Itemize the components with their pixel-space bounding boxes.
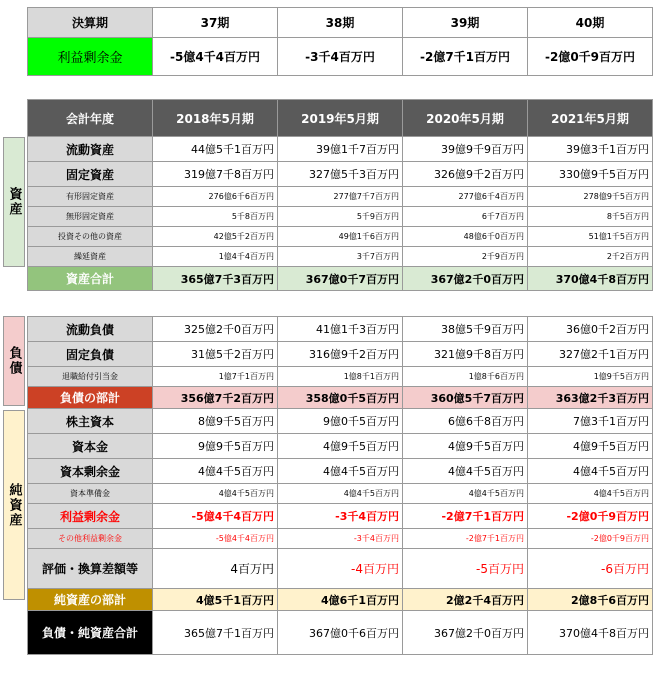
row-value: -3千4百万円 <box>278 504 403 529</box>
row-label: 資本金 <box>28 434 153 459</box>
row-value: 327億5千3百万円 <box>278 162 403 187</box>
row-value: 5千9百万円 <box>278 207 403 227</box>
row-value: 6億6千8百万円 <box>403 409 528 434</box>
assets-total-row <box>28 267 653 291</box>
retained-earnings-label: 利益剰余金 <box>28 38 153 76</box>
row-label: 資本準備金 <box>28 484 153 504</box>
retained-earnings-row <box>28 38 653 76</box>
retained-earnings-38: -3千4百万円 <box>278 38 403 76</box>
retained-earnings-37: -5億4千4百万円 <box>153 38 278 76</box>
equity-band-text: 純資産 <box>6 482 22 528</box>
row-value: 4億9千5百万円 <box>528 434 653 459</box>
row-value: 1億8千1百万円 <box>278 367 403 387</box>
row-label: 流動資産 <box>28 137 153 162</box>
row-value: 277億6千4百万円 <box>403 187 528 207</box>
fiscal-year-header-row <box>28 100 653 137</box>
row-value: 8億9千5百万円 <box>153 409 278 434</box>
liabilities-total-2018: 356億7千2百万円 <box>153 387 278 409</box>
row-value: 51億1千5百万円 <box>528 227 653 247</box>
assets-total-2021: 370億4千8百万円 <box>528 267 653 291</box>
fiscal-year-label: 会計年度 <box>28 100 153 137</box>
row-value: 4億4千5百万円 <box>403 484 528 504</box>
assets-band <box>3 137 25 267</box>
grand-total-2020: 367億2千0百万円 <box>403 611 528 655</box>
row-value: 327億2千1百万円 <box>528 342 653 367</box>
row-value: 9億9千5百万円 <box>153 434 278 459</box>
grand-total-2019: 367億0千6百万円 <box>278 611 403 655</box>
period-header-row <box>28 8 653 38</box>
row-value: 1億9千5百万円 <box>528 367 653 387</box>
grand-total-2021: 370億4千8百万円 <box>528 611 653 655</box>
row-value: 4億4千5百万円 <box>528 484 653 504</box>
table-row <box>28 137 653 162</box>
row-value: 2千2百万円 <box>528 247 653 267</box>
table-row <box>28 409 653 434</box>
row-label: 退職給付引当金 <box>28 367 153 387</box>
table-row <box>28 162 653 187</box>
period-summary-table <box>27 7 653 76</box>
assets-total-2020: 367億2千0百万円 <box>403 267 528 291</box>
table-row <box>28 207 653 227</box>
table-row <box>28 342 653 367</box>
row-value: -2億0千9百万円 <box>528 529 653 549</box>
table-row <box>28 504 653 529</box>
row-value: 325億2千0百万円 <box>153 317 278 342</box>
row-value: 2千9百万円 <box>403 247 528 267</box>
assets-table <box>27 99 653 291</box>
grand-total-2018: 365億7千1百万円 <box>153 611 278 655</box>
row-value: 278億9千5百万円 <box>528 187 653 207</box>
row-label: 評価・換算差額等 <box>28 549 153 589</box>
assets-total-label: 資産合計 <box>28 267 153 291</box>
equity-total-2020: 2億2千4百万円 <box>403 589 528 611</box>
year-2020: 2020年5月期 <box>403 100 528 137</box>
row-value: -2億7千1百万円 <box>403 529 528 549</box>
row-label: その他利益剰余金 <box>28 529 153 549</box>
equity-total-2021: 2億8千6百万円 <box>528 589 653 611</box>
assets-total-2019: 367億0千7百万円 <box>278 267 403 291</box>
row-label: 利益剰余金 <box>28 504 153 529</box>
year-2018: 2018年5月期 <box>153 100 278 137</box>
row-value: 6千7百万円 <box>403 207 528 227</box>
row-value: -3千4百万円 <box>278 529 403 549</box>
equity-total-label: 純資産の部計 <box>28 589 153 611</box>
assets-band-text: 資産 <box>6 187 22 217</box>
table-row <box>28 187 653 207</box>
liabilities-total-2020: 360億5千7百万円 <box>403 387 528 409</box>
row-value: 4億9千5百万円 <box>403 434 528 459</box>
table-row <box>28 434 653 459</box>
row-value: 330億9千5百万円 <box>528 162 653 187</box>
row-value: 1億7千1百万円 <box>153 367 278 387</box>
table-row <box>28 367 653 387</box>
row-value: -5億4千4百万円 <box>153 529 278 549</box>
equity-total-2019: 4億6千1百万円 <box>278 589 403 611</box>
row-value: -5億4千4百万円 <box>153 504 278 529</box>
row-value: 4億4千5百万円 <box>153 459 278 484</box>
row-value: 5千8百万円 <box>153 207 278 227</box>
grand-total-row <box>28 611 653 655</box>
liabilities-total-2019: 358億0千5百万円 <box>278 387 403 409</box>
row-value: 36億0千2百万円 <box>528 317 653 342</box>
row-label: 無形固定資産 <box>28 207 153 227</box>
row-value: 4億9千5百万円 <box>278 434 403 459</box>
liabilities-total-2021: 363億2千3百万円 <box>528 387 653 409</box>
liabilities-total-row <box>28 387 653 409</box>
table-row <box>28 529 653 549</box>
retained-earnings-39: -2億7千1百万円 <box>403 38 528 76</box>
row-value: 321億9千8百万円 <box>403 342 528 367</box>
row-value: 8千5百万円 <box>528 207 653 227</box>
row-value: 48億6千0百万円 <box>403 227 528 247</box>
period-39: 39期 <box>403 8 528 38</box>
year-2019: 2019年5月期 <box>278 100 403 137</box>
table-row <box>28 549 653 589</box>
row-value: 41億1千3百万円 <box>278 317 403 342</box>
row-label: 繰延資産 <box>28 247 153 267</box>
row-label: 投資その他の資産 <box>28 227 153 247</box>
row-value: 326億9千2百万円 <box>403 162 528 187</box>
equity-total-row <box>28 589 653 611</box>
liabilities-band <box>3 316 25 406</box>
row-value: 4億4千5百万円 <box>403 459 528 484</box>
row-value: 4億4千5百万円 <box>278 459 403 484</box>
row-label: 有形固定資産 <box>28 187 153 207</box>
row-value: 4億4千5百万円 <box>278 484 403 504</box>
row-value: -2億7千1百万円 <box>403 504 528 529</box>
table-row <box>28 484 653 504</box>
grand-total-label: 負債・純資産合計 <box>28 611 153 655</box>
table-row <box>28 247 653 267</box>
row-value: 31億5千2百万円 <box>153 342 278 367</box>
row-value: -5百万円 <box>403 549 528 589</box>
period-37: 37期 <box>153 8 278 38</box>
row-value: 39億3千1百万円 <box>528 137 653 162</box>
period-label: 決算期 <box>28 8 153 38</box>
row-label: 流動負債 <box>28 317 153 342</box>
equity-total-2018: 4億5千1百万円 <box>153 589 278 611</box>
row-label: 株主資本 <box>28 409 153 434</box>
row-value: 4億4千5百万円 <box>528 459 653 484</box>
table-row <box>28 459 653 484</box>
row-label: 固定負債 <box>28 342 153 367</box>
liabilities-band-text: 負債 <box>6 346 22 376</box>
row-label: 資本剰余金 <box>28 459 153 484</box>
row-value: -6百万円 <box>528 549 653 589</box>
row-value: 277億7千7百万円 <box>278 187 403 207</box>
row-value: 4億4千5百万円 <box>153 484 278 504</box>
row-value: 38億5千9百万円 <box>403 317 528 342</box>
retained-earnings-40: -2億0千9百万円 <box>528 38 653 76</box>
row-value: 44億5千1百万円 <box>153 137 278 162</box>
table-row <box>28 227 653 247</box>
row-value: 49億1千6百万円 <box>278 227 403 247</box>
row-value: 319億7千8百万円 <box>153 162 278 187</box>
equity-band <box>3 410 25 600</box>
period-38: 38期 <box>278 8 403 38</box>
row-value: 7億3千1百万円 <box>528 409 653 434</box>
row-value: 39億1千7百万円 <box>278 137 403 162</box>
liabilities-total-label: 負債の部計 <box>28 387 153 409</box>
liabilities-equity-table <box>27 316 653 655</box>
period-40: 40期 <box>528 8 653 38</box>
row-value: 42億5千2百万円 <box>153 227 278 247</box>
row-value: 276億6千6百万円 <box>153 187 278 207</box>
row-label: 固定資産 <box>28 162 153 187</box>
year-2021: 2021年5月期 <box>528 100 653 137</box>
table-row <box>28 317 653 342</box>
row-value: 1億8千6百万円 <box>403 367 528 387</box>
row-value: -4百万円 <box>278 549 403 589</box>
row-value: 4百万円 <box>153 549 278 589</box>
row-value: 316億9千2百万円 <box>278 342 403 367</box>
row-value: 9億0千5百万円 <box>278 409 403 434</box>
row-value: -2億0千9百万円 <box>528 504 653 529</box>
row-value: 3千7百万円 <box>278 247 403 267</box>
row-value: 1億4千4百万円 <box>153 247 278 267</box>
assets-total-2018: 365億7千3百万円 <box>153 267 278 291</box>
row-value: 39億9千9百万円 <box>403 137 528 162</box>
